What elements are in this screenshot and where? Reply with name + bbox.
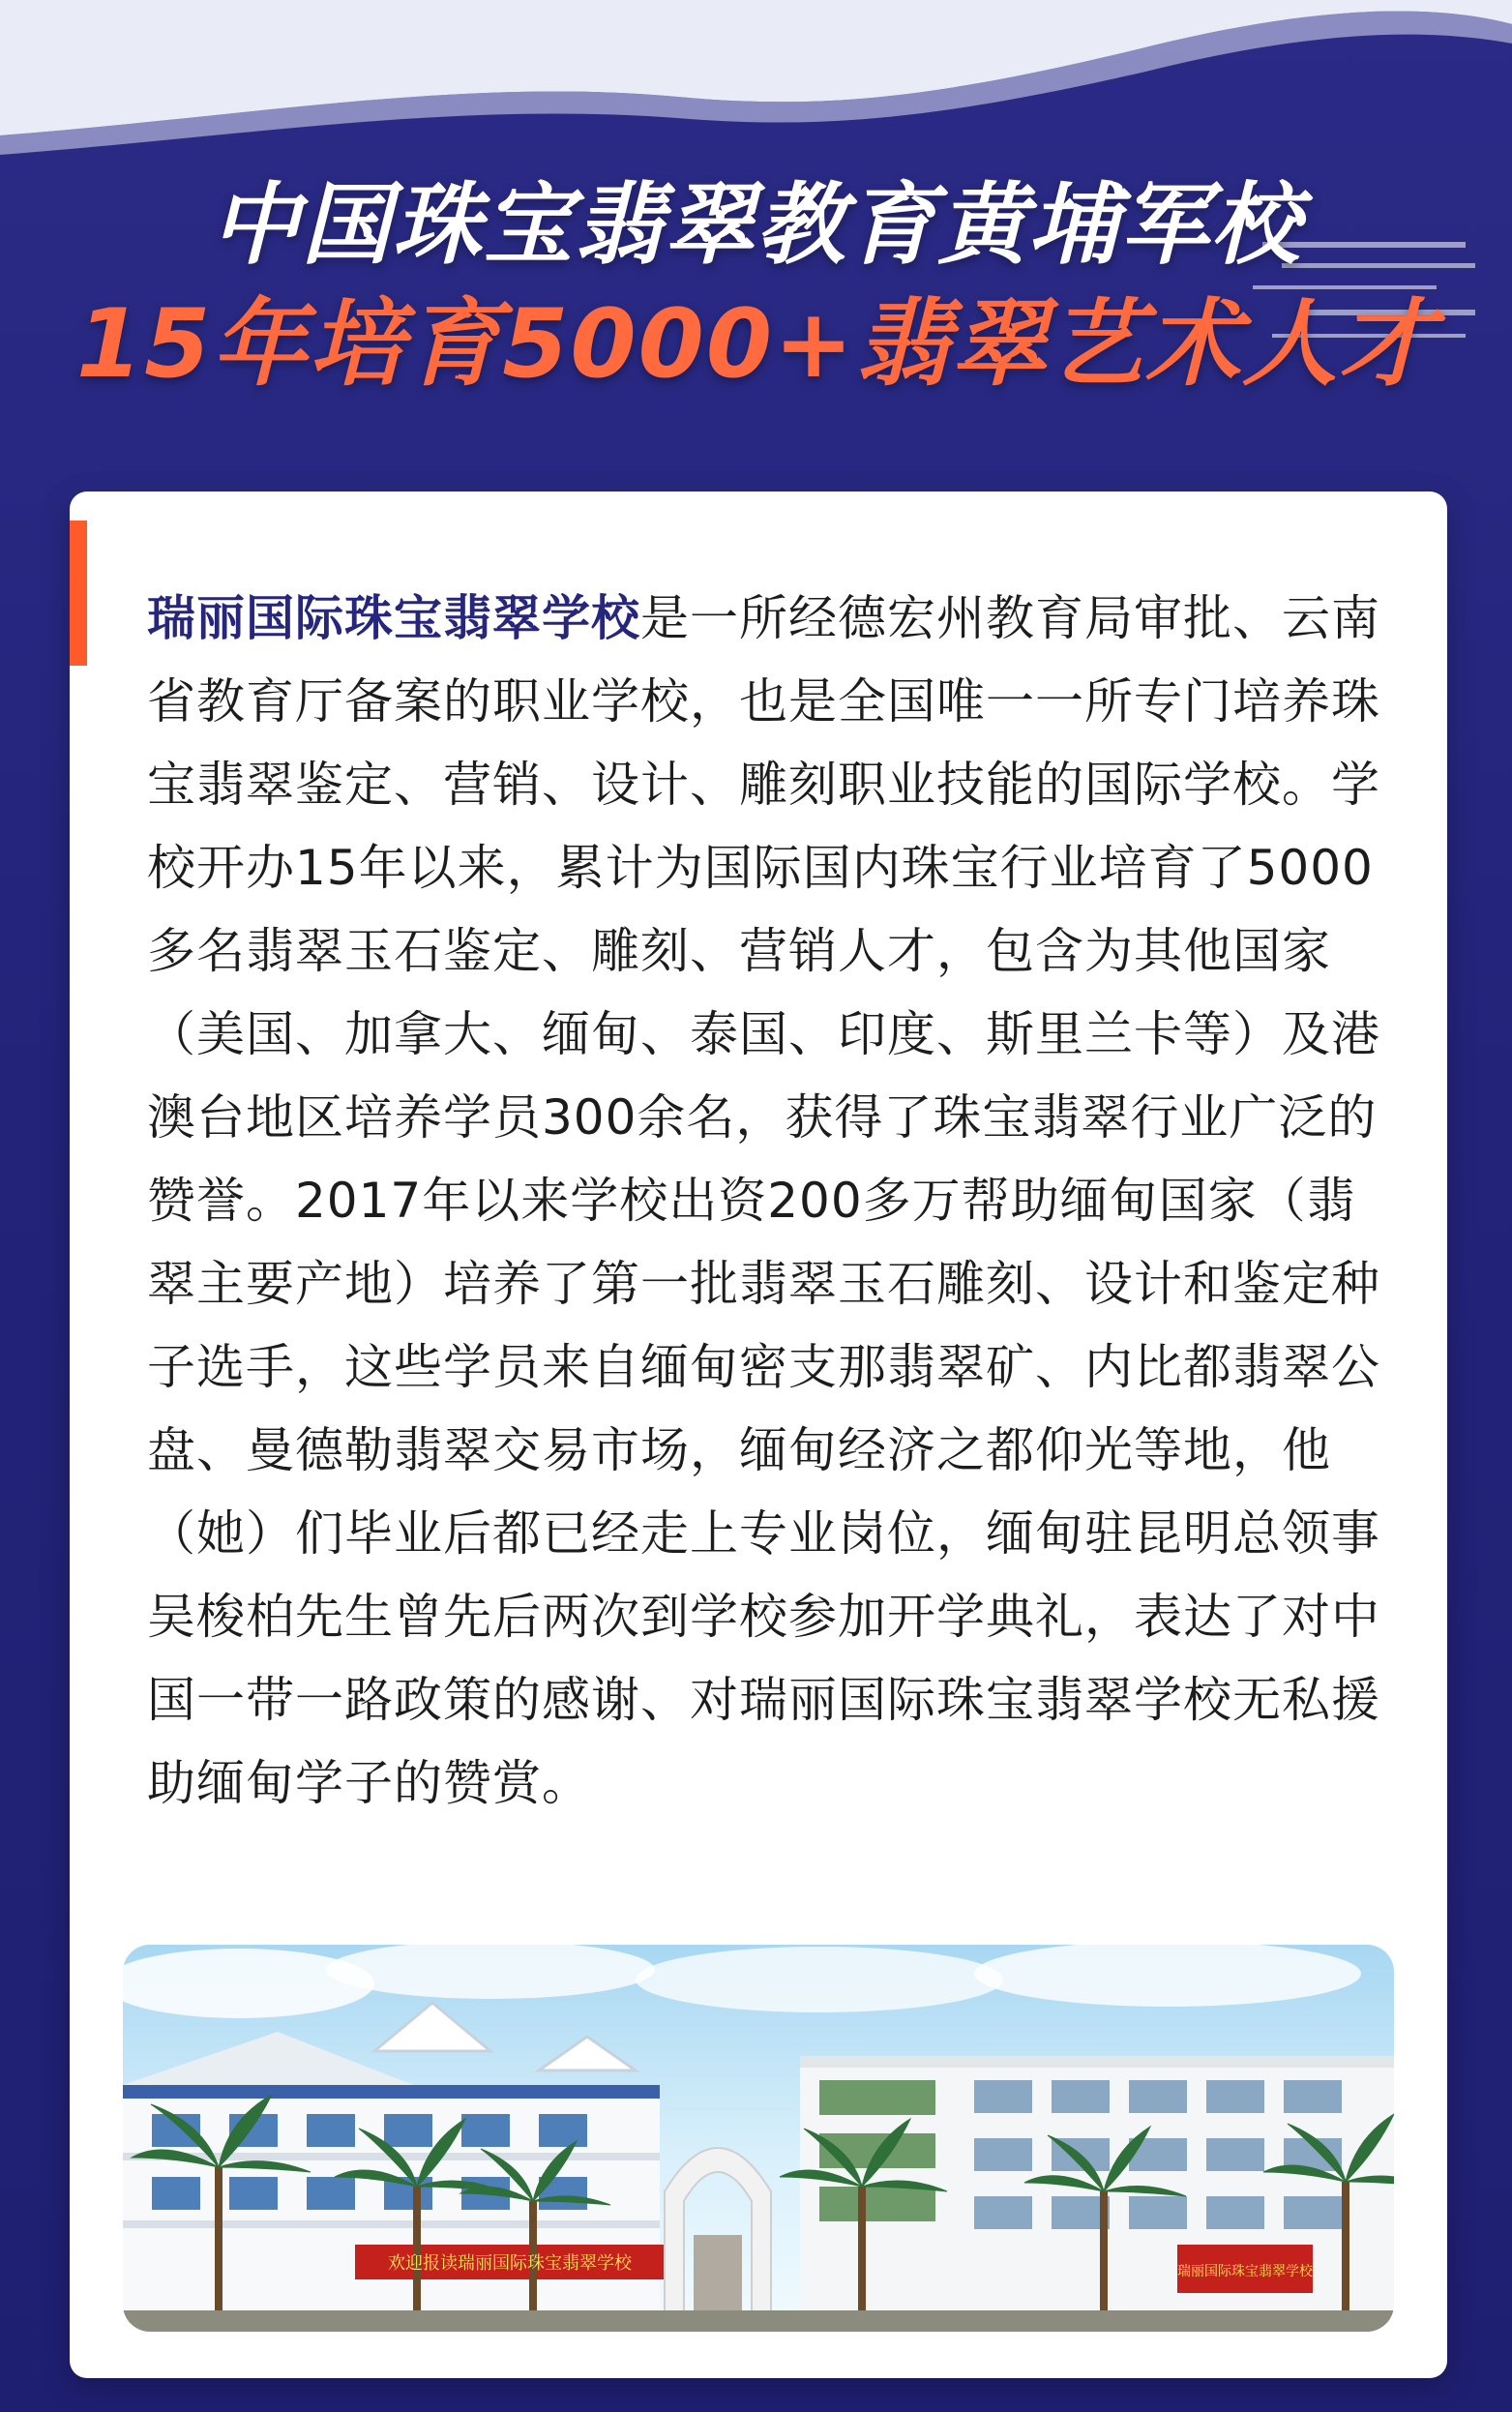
intro-paragraph-text: 是一所经德宏州教育局审批、云南省教育厅备案的职业学校，也是全国唯一一所专门培养珠宝翡翠鉴定、营销、设计、雕刻职业技能的国际学校。学校开办15年以来，累计为国际国内珠宝行业培育了5000多名翡翠玉石鉴定、雕刻、营销人才，包含为其他国家（美国、加拿大、缅甸、泰国、印度、斯里兰卡等）及港澳台地区培养学员300余名，获得了珠宝翡翠行业广泛的赞誉。2017年以来学校出资200多万帮助缅甸国家（翡翠主要产地）培养了第一批翡翠玉石雕刻、设计和鉴定种子选手，这些学员来自缅甸密支那翡翠矿、内比都翡翠公盘、曼德勒翡翠交易市场，缅甸经济之都仰光等地，他（她）们毕业后都已经走上专业岗位，缅甸驻昆明总领事吴梭柏先生曾先后两次到学校参加开学典礼，表达了对中国一带一路政策的感谢、对瑞丽国际珠宝翡翠学校无私援助缅甸学子的赞赏。 <box>147 590 1380 1811</box>
school-name-highlight: 瑞丽国际珠宝翡翠学校 <box>147 590 640 646</box>
left-building <box>123 2003 665 2332</box>
page-title: 中国珠宝翡翠教育黄埔军校 <box>210 173 1302 277</box>
right-banner-text: 瑞丽国际珠宝翡翠学校 <box>1177 2264 1313 2279</box>
intro-card <box>70 491 1447 2378</box>
school-arch <box>665 2148 771 2332</box>
campus-photo <box>123 1945 1394 2332</box>
right-building <box>800 2056 1394 2332</box>
page-subtitle: 15年培育5000+翡翠艺术人才 <box>75 289 1437 400</box>
top-wave-decoration <box>0 0 1512 164</box>
accent-bar <box>70 521 87 666</box>
left-banner-text: 欢迎报读瑞丽国际珠宝翡翠学校 <box>388 2253 632 2274</box>
intro-paragraph <box>147 577 1395 1825</box>
